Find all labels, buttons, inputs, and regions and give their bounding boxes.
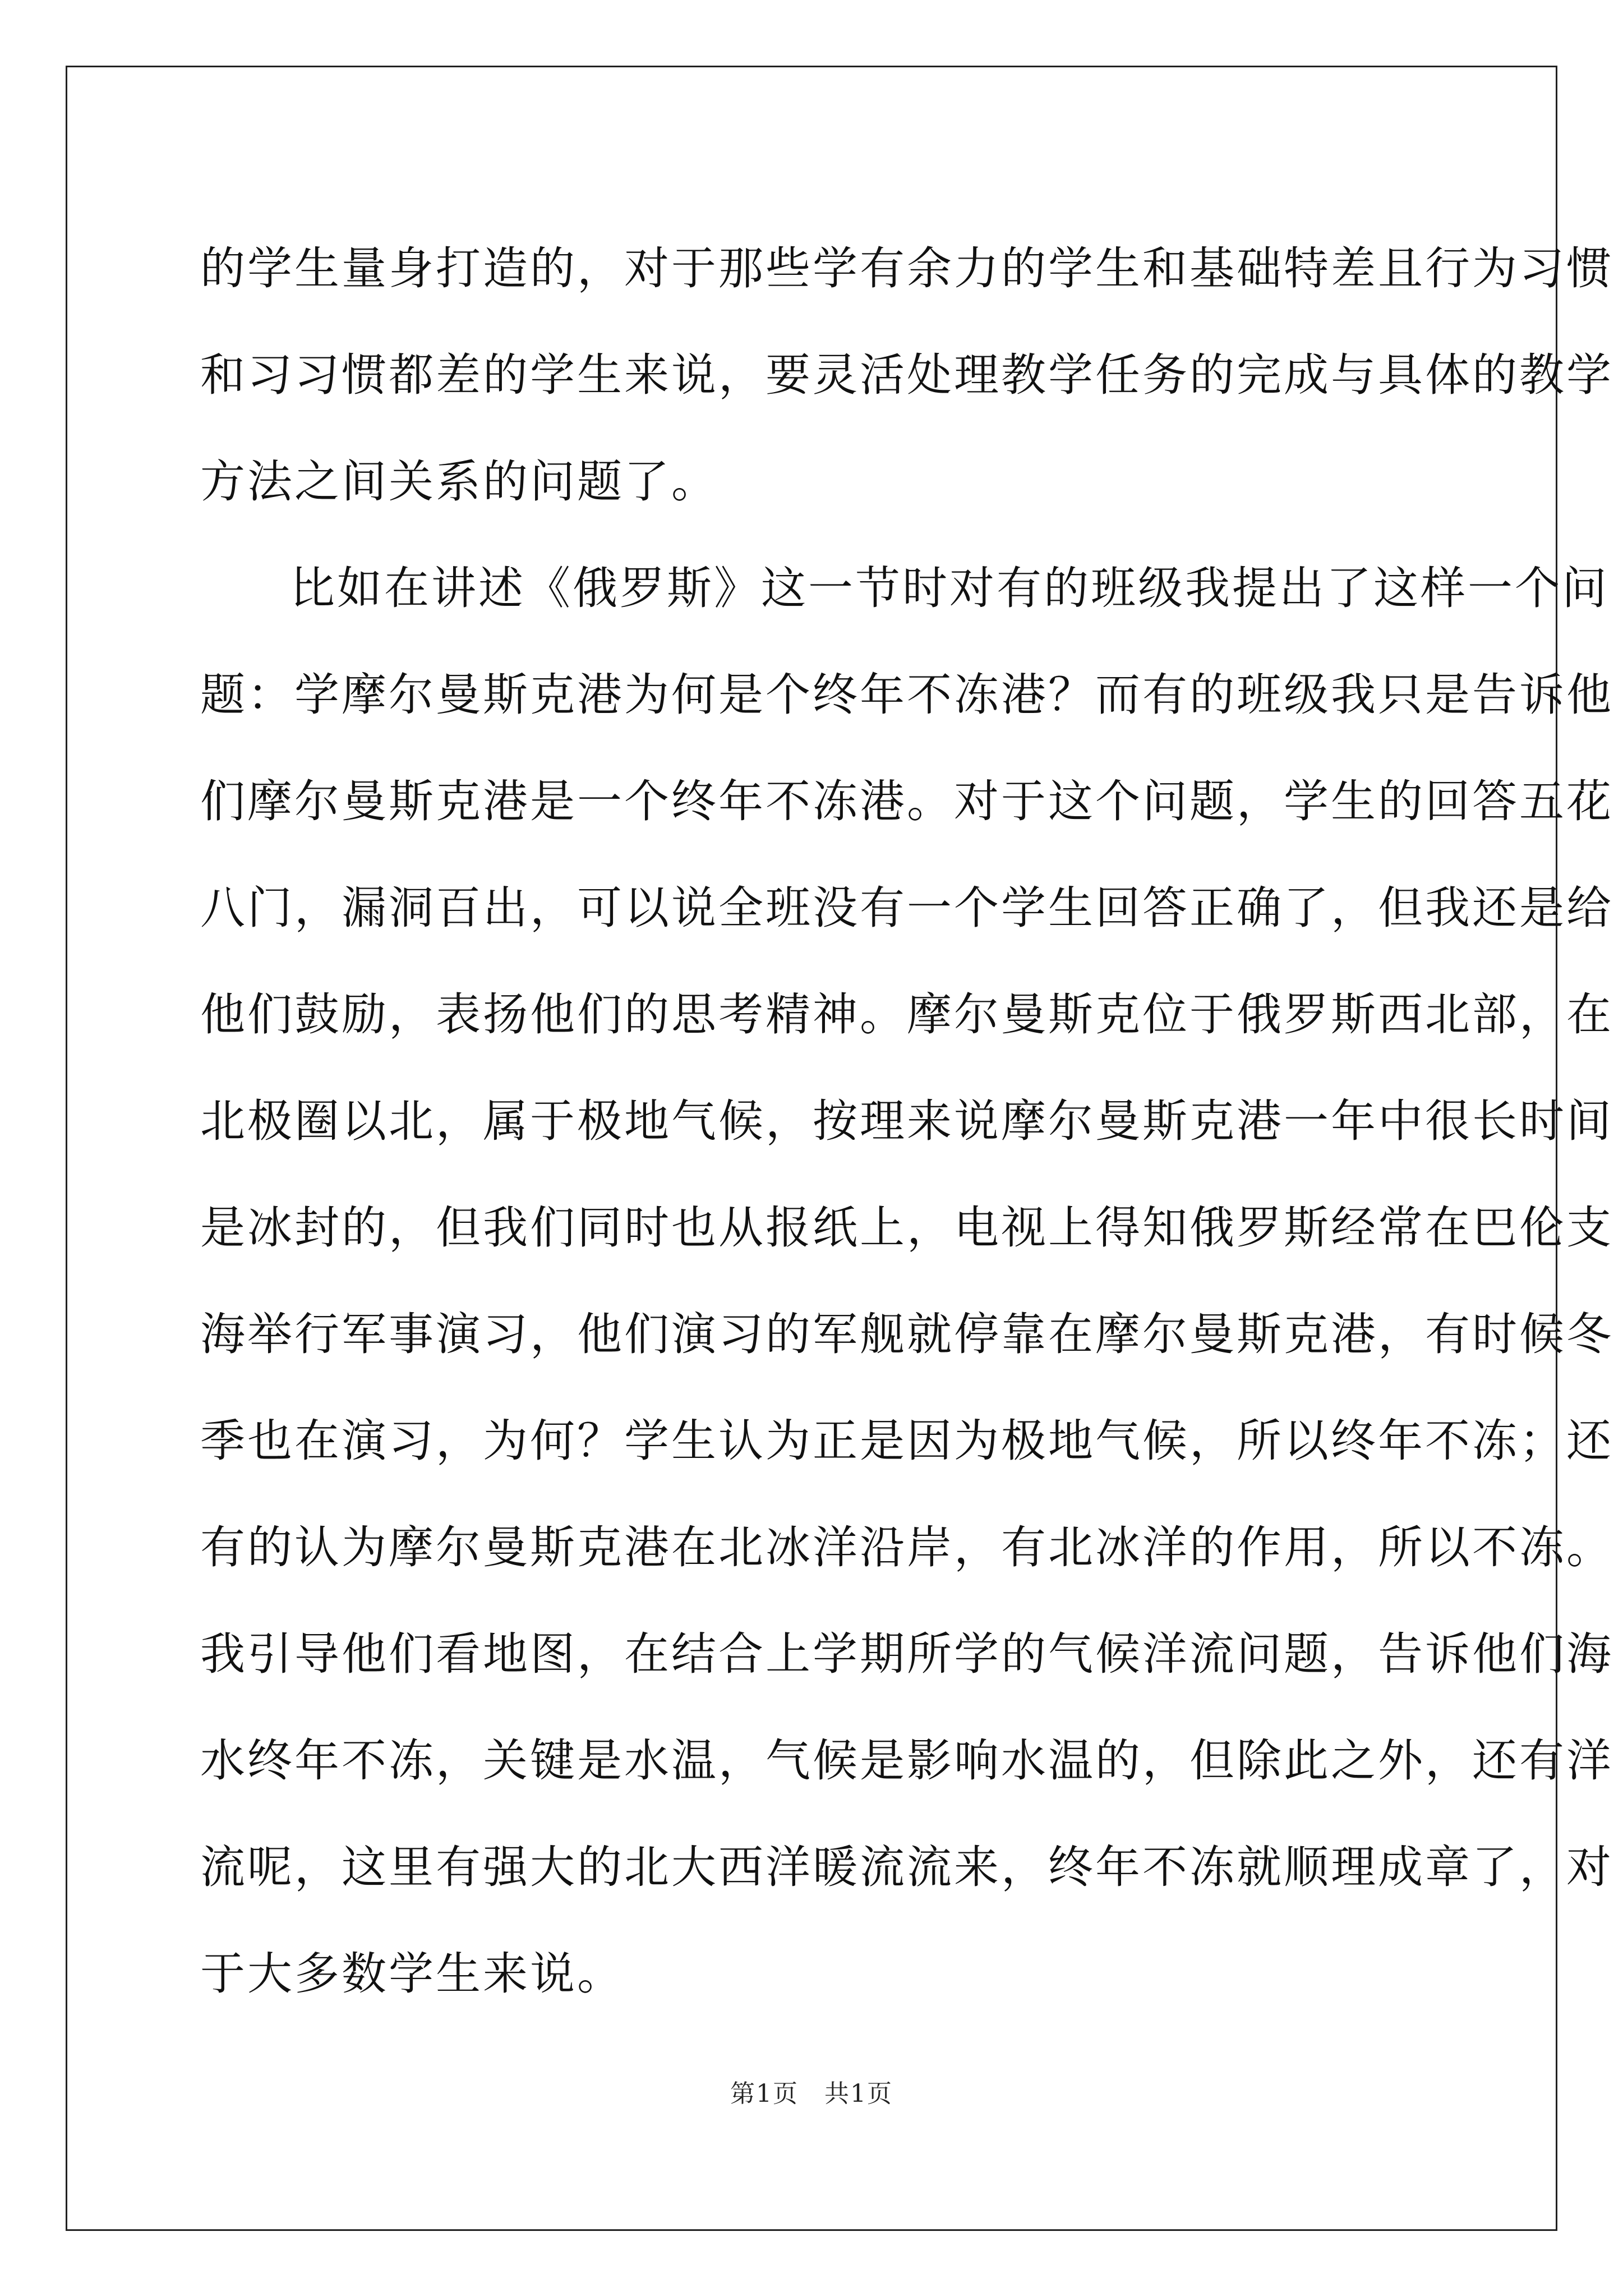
text-line: 水终年不冻，关键是水温，气候是影响水温的，但除此之外，还有洋 [200, 1734, 1613, 1787]
page-footer: 第1页 共1页 [730, 2079, 893, 2108]
text-line: 流呢，这里有强大的北大西洋暖流流来，终年不冻就顺理成章了，对 [200, 1841, 1613, 1893]
text-line: 有的认为摩尔曼斯克港在北冰洋沿岸，有北冰洋的作用，所以不冻。 [200, 1521, 1613, 1573]
text-line: 八门，漏洞百出，可以说全班没有一个学生回答正确了，但我还是给 [200, 882, 1613, 934]
text-line: 题：学摩尔曼斯克港为何是个终年不冻港？而有的班级我只是告诉他 [200, 669, 1613, 721]
text-line: 们摩尔曼斯克港是一个终年不冻港。对于这个问题，学生的回答五花 [200, 775, 1613, 827]
document-body [200, 215, 1613, 2027]
text-line: 海举行军事演习，他们演习的军舰就停靠在摩尔曼斯克港，有时候冬 [200, 1308, 1613, 1360]
text-line: 于大多数学生来说。 [200, 1948, 624, 2000]
text-line: 北极圈以北，属于极地气候，按理来说摩尔曼斯克港一年中很长时间 [200, 1095, 1613, 1147]
text-line: 是冰封的，但我们同时也从报纸上，电视上得知俄罗斯经常在巴伦支 [200, 1202, 1613, 1254]
text-line: 和习习惯都差的学生来说，要灵活处理教学任务的完成与具体的教学 [200, 349, 1613, 401]
text-line: 的学生量身打造的，对于那些学有余力的学生和基础特差且行为习惯 [200, 242, 1613, 295]
text-line: 方法之间关系的问题了。 [200, 455, 718, 508]
paragraph-first-line: 比如在讲述《俄罗斯》这一节时对有的班级我提出了这样一个问 [290, 562, 1609, 614]
text-line: 季也在演习，为何？学生认为正是因为极地气候，所以终年不冻；还 [200, 1415, 1613, 1467]
text-line: 我引导他们看地图，在结合上学期所学的气候洋流问题，告诉他们海 [200, 1628, 1613, 1680]
text-line: 他们鼓励，表扬他们的思考精神。摩尔曼斯克位于俄罗斯西北部，在 [200, 988, 1613, 1041]
